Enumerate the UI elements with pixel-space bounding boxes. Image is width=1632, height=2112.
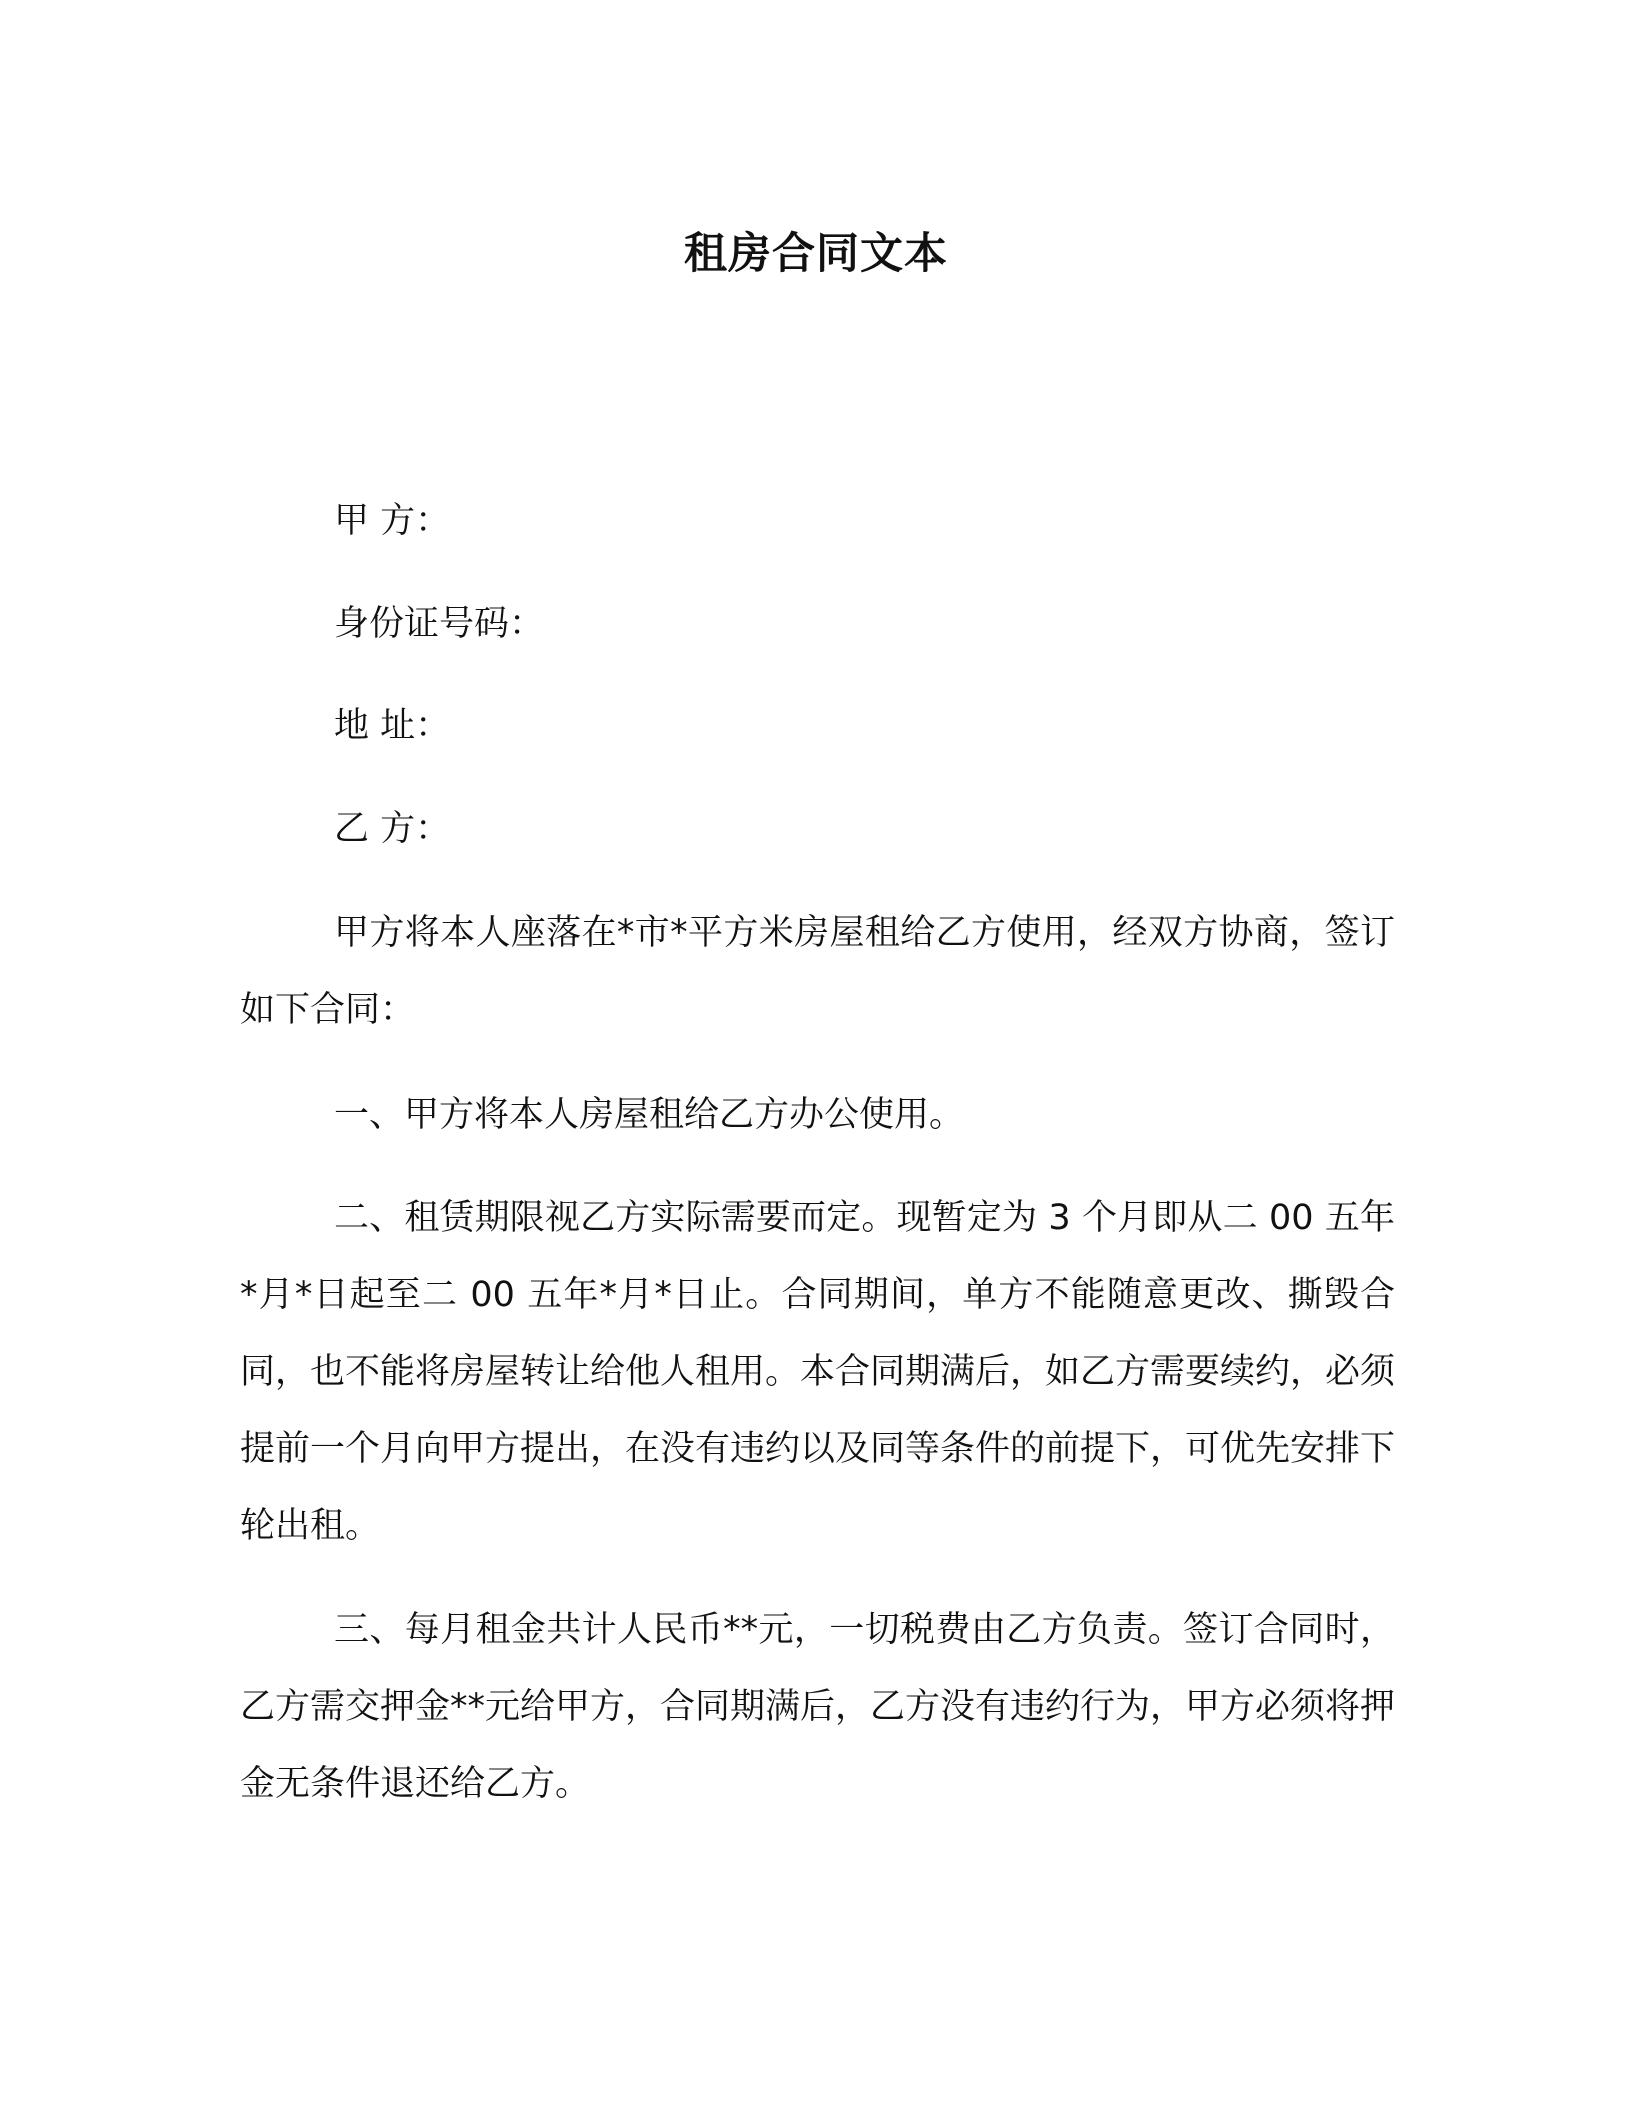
- clause-3-paragraph: 三、每月租金共计人民币**元，一切税费由乙方负责。签订合同时，乙方需交押金**元给甲方，合同期满后，乙方没有违约行为，甲方必须将押金无条件退还给乙方。: [240, 1610, 1396, 1804]
- clause-1-paragraph: 一、甲方将本人房屋租给乙方办公使用。: [334, 1095, 965, 1135]
- party-a-label: 甲 方：: [334, 501, 451, 541]
- clause-2-paragraph: 二、租赁期限视乙方实际需要而定。现暂定为 3 个月即从二 00 五年*月*日起至二 00 五年*月*日止。合同期间，单方不能随意更改、撕毁合同，也不能将房屋转让给他人租用。本合同期满后，如乙方需要续约，必须提前一个月向甲方提出，在没有违约以及同等条件的前提下，可优先安排下轮出租。: [240, 1198, 1396, 1546]
- address-label: 地 址：: [334, 706, 451, 746]
- document-title: 租房合同文本: [684, 229, 948, 279]
- intro-paragraph: 甲方将本人座落在*市*平方米房屋租给乙方使用，经双方协商，签订如下合同：: [240, 913, 1395, 1030]
- id-number-label: 身份证号码：: [334, 604, 545, 644]
- party-b-label: 乙 方：: [334, 809, 451, 849]
